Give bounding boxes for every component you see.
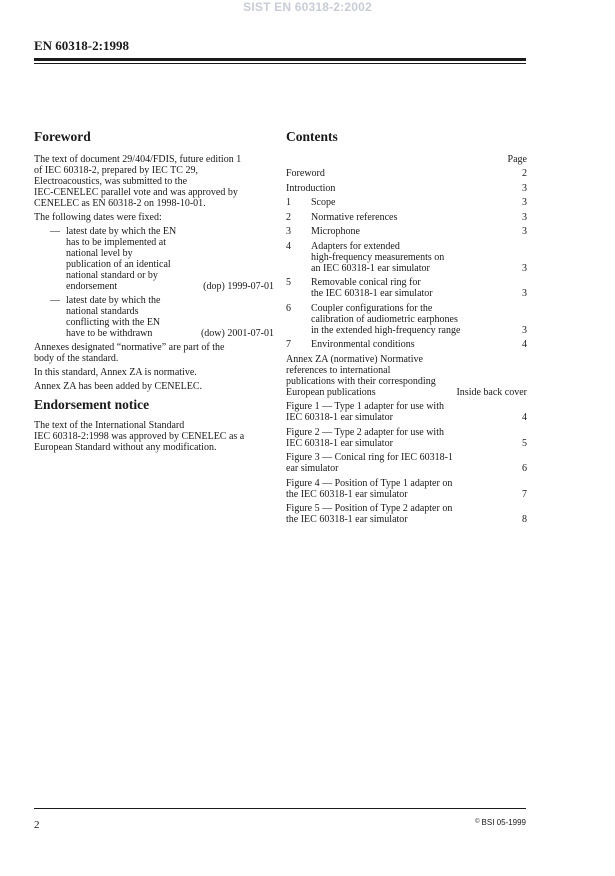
toc-title: Figure 5 — Position of Type 2 adapter on xyxy=(286,503,453,514)
toc-title: the IEC 60318-1 ear simulator xyxy=(311,288,433,299)
toc-page: 7 xyxy=(522,488,527,500)
toc-entry[interactable] xyxy=(286,226,527,237)
toc-entry[interactable] xyxy=(286,212,527,223)
text-line: conflicting with the EN xyxy=(66,317,161,328)
toc-title: IEC 60318-1 ear simulator xyxy=(286,412,393,423)
text-line: has to be implemented at xyxy=(66,237,166,248)
toc-entry[interactable] xyxy=(286,303,527,336)
toc-title: high-frequency measurements on xyxy=(311,251,445,263)
text-line: body of the standard. xyxy=(34,353,119,364)
toc-entry[interactable] xyxy=(286,277,527,299)
toc-title: the IEC 60318-1 ear simulator xyxy=(286,514,408,525)
page-column-label: Page xyxy=(507,154,527,165)
toc-title: Environmental conditions xyxy=(311,339,415,350)
toc-page: Inside back cover xyxy=(456,386,527,398)
toc-title: Coupler configurations for the xyxy=(311,302,433,314)
toc-page: 3 xyxy=(522,324,527,336)
dates-intro: The following dates were fixed: xyxy=(34,212,162,223)
toc-title: European publications xyxy=(286,386,376,398)
header-rule-thin xyxy=(34,63,526,64)
date-item-dop xyxy=(34,226,274,292)
toc-title: references to international xyxy=(286,364,391,376)
toc-title: publications with their corresponding xyxy=(286,375,436,387)
dash: — xyxy=(50,295,60,306)
text-line: IEC-CENELEC parallel vote and was approved by xyxy=(34,187,238,198)
toc-page: 2 xyxy=(522,168,527,179)
toc-entry[interactable] xyxy=(286,183,527,194)
toc-title: Adapters for extended xyxy=(311,240,400,252)
toc-entry[interactable] xyxy=(286,241,527,274)
text-line: have to be withdrawn xyxy=(66,328,153,339)
text-line: national standards xyxy=(66,306,139,317)
footer-rule xyxy=(34,808,526,809)
toc-title: Foreword xyxy=(286,168,325,179)
toc-number: 4 xyxy=(286,240,291,252)
date-value: (dop) 1999-07-01 xyxy=(203,281,274,292)
toc-title: an IEC 60318-1 ear simulator xyxy=(311,262,430,274)
left-column xyxy=(34,129,274,456)
normative-note: In this standard, Annex ZA is normative. xyxy=(34,367,197,378)
toc-page: 3 xyxy=(522,288,527,299)
toc-page: 3 xyxy=(522,211,527,223)
right-column xyxy=(286,129,527,529)
toc-title: calibration of audiometric earphones xyxy=(311,313,458,325)
toc-title: in the extended high-frequency range xyxy=(311,324,461,336)
text-line: latest date by which the EN xyxy=(66,226,177,237)
dates-list xyxy=(34,226,274,339)
text-line: latest date by which the xyxy=(66,295,161,306)
toc-page: 6 xyxy=(522,463,527,474)
dash: — xyxy=(50,226,60,237)
added-note: Annex ZA has been added by CENELEC. xyxy=(34,381,203,392)
toc-number: 2 xyxy=(286,211,291,223)
copyright-text: BSI 05-1999 xyxy=(481,818,526,827)
toc-title: Microphone xyxy=(311,226,360,237)
toc-title: Introduction xyxy=(286,182,336,194)
watermark: SIST EN 60318-2:2002 xyxy=(243,0,372,14)
toc-figure-entry[interactable] xyxy=(286,503,527,525)
text-line: Annexes designated “normative” are part of the xyxy=(34,342,225,353)
toc-page: 5 xyxy=(522,437,527,449)
text-line: The text of document 29/404/FDIS, future edition 1 xyxy=(34,154,242,165)
toc-entry[interactable] xyxy=(286,339,527,350)
contents-heading: Contents xyxy=(286,129,338,144)
toc-entry[interactable] xyxy=(286,168,527,179)
toc-figure-entry[interactable] xyxy=(286,427,527,449)
toc-title: Removable conical ring for xyxy=(311,277,421,288)
date-value: (dow) 2001-07-01 xyxy=(200,328,274,339)
text-line: endorsement xyxy=(66,281,118,292)
foreword-heading: Foreword xyxy=(34,129,91,144)
toc-title: Normative references xyxy=(311,211,398,223)
toc-title: Figure 4 — Position of Type 1 adapter on xyxy=(286,477,453,489)
copyright-symbol: © xyxy=(475,819,480,825)
toc-title: Figure 2 — Type 2 adapter for use with xyxy=(286,426,444,438)
toc-entry[interactable] xyxy=(286,197,527,208)
text-line: CENELEC as EN 60318-2 on 1998-10-01. xyxy=(34,198,206,209)
text-line: national standard or by xyxy=(66,270,158,281)
toc-page: 3 xyxy=(522,197,527,208)
toc-figure-entry[interactable] xyxy=(286,401,527,423)
toc-number: 7 xyxy=(286,339,291,350)
toc-annex-entry[interactable] xyxy=(286,354,527,398)
toc-title: ear simulator xyxy=(286,463,339,474)
toc-title: the IEC 60318-1 ear simulator xyxy=(286,488,408,500)
page-number: 2 xyxy=(34,819,40,831)
standard-number: EN 60318-2:1998 xyxy=(34,38,129,53)
toc-page: 3 xyxy=(522,182,527,194)
toc-number: 6 xyxy=(286,302,291,314)
toc-page: 4 xyxy=(522,339,527,350)
text-line: The text of the International Standard xyxy=(34,420,185,431)
toc-number: 1 xyxy=(286,197,291,208)
header-rule-thick xyxy=(34,58,526,61)
text-line: publication of an identical xyxy=(66,259,171,270)
toc-number: 5 xyxy=(286,277,291,288)
toc-figure-entry[interactable] xyxy=(286,478,527,500)
toc-title: IEC 60318-1 ear simulator xyxy=(286,437,393,449)
endorsement-heading: Endorsement notice xyxy=(34,397,150,412)
text-line: national level by xyxy=(66,248,133,259)
toc-page: 4 xyxy=(522,412,527,423)
toc-title: Figure 1 — Type 1 adapter for use with xyxy=(286,401,444,412)
text-line: of IEC 60318-2, prepared by IEC TC 29, xyxy=(34,165,198,176)
date-item-dow xyxy=(34,295,274,339)
annex-note xyxy=(34,342,274,364)
text-line: IEC 60318-2:1998 was approved by CENELEC as a xyxy=(34,431,245,442)
copyright xyxy=(450,818,526,827)
text-line: Electroacoustics, was submitted to the xyxy=(34,176,188,187)
toc-title: Scope xyxy=(311,197,336,208)
foreword-paragraph xyxy=(34,154,274,209)
text-line: European Standard without any modification. xyxy=(34,442,217,453)
toc-number: 3 xyxy=(286,226,291,237)
toc-page: 8 xyxy=(522,514,527,525)
toc-title: Annex ZA (normative) Normative xyxy=(286,353,423,365)
toc-page: 3 xyxy=(522,226,527,237)
toc-page: 3 xyxy=(522,262,527,274)
toc-title: Figure 3 — Conical ring for IEC 60318-1 xyxy=(286,452,453,463)
endorsement-text xyxy=(34,420,274,453)
toc-figure-entry[interactable] xyxy=(286,452,527,474)
